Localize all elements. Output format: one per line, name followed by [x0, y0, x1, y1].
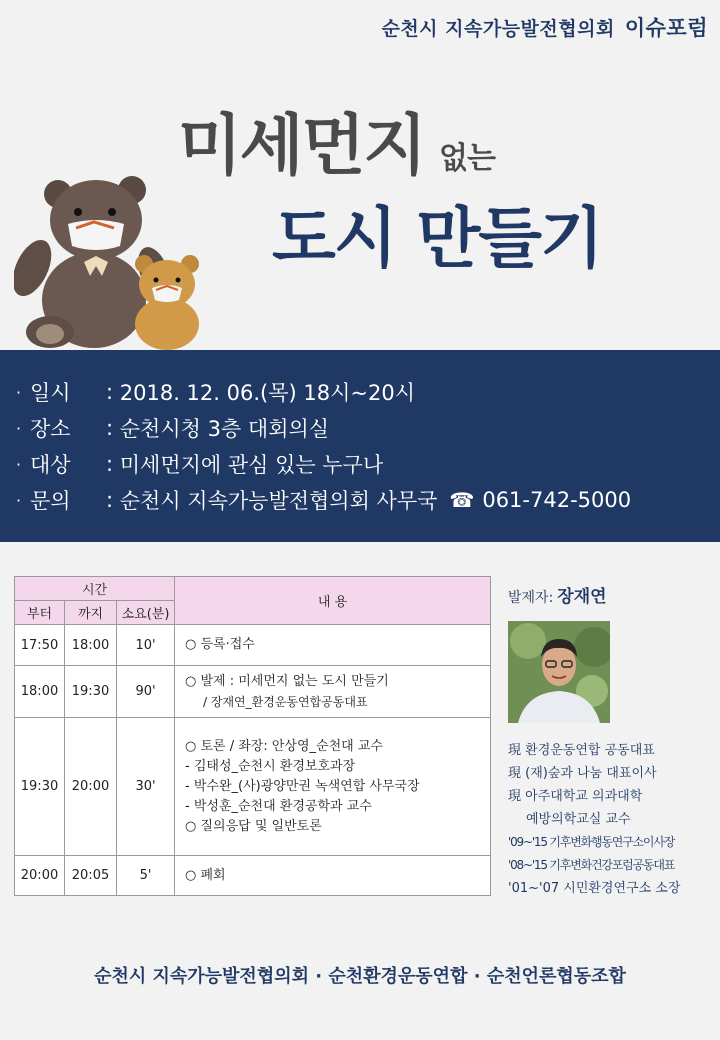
info-value: 순천시청 3층 대회의실 [119, 417, 330, 441]
title-line1 [178, 92, 495, 187]
cell-to: 20:05 [65, 856, 117, 896]
content-line: - 김태성_순천시 환경보호과장 [185, 758, 356, 774]
content-line: ○ 발제 : 미세먼지 없는 도시 만들기 [185, 673, 389, 689]
cell-from: 20:00 [15, 856, 65, 896]
content-subline: / 장재연_환경운동연합공동대표 [203, 694, 368, 709]
title-small: 없는 [439, 141, 495, 176]
cell-content [175, 856, 491, 896]
event-info-band [0, 350, 720, 542]
table-row [15, 666, 491, 718]
info-value: 미세먼지에 관심 있는 누구나 [119, 453, 384, 477]
header-duration: 소요(분) [117, 601, 175, 625]
content-line: ○ 등록·접수 [185, 637, 255, 652]
career-item: 現 (재)숲과 나눔 대표이사 [508, 766, 657, 781]
speaker-panel [508, 582, 718, 900]
cell-content [175, 666, 491, 718]
header-line [381, 12, 708, 42]
cell-from: 19:30 [15, 718, 65, 856]
table-row [15, 625, 491, 666]
career-item: '08~'15 기후변화건강포럼공동대표 [508, 858, 675, 872]
info-label: 문의 [30, 489, 71, 513]
teddy-bears-image [14, 172, 214, 352]
colon: : [106, 416, 120, 440]
header-to: 까지 [65, 601, 117, 625]
content-line: ○ 질의응답 및 일반토론 [185, 818, 322, 834]
info-value: 2018. 12. 06.(목) 18시~20시 [119, 381, 415, 405]
content-line: ○ 토론 / 좌장: 안상영_순천대 교수 [185, 738, 383, 754]
cell-duration: 5' [117, 856, 175, 896]
header-content: 내 용 [175, 577, 491, 625]
schedule-table [14, 576, 491, 896]
header-from: 부터 [15, 601, 65, 625]
cell-duration: 90' [117, 666, 175, 718]
content-line: - 박수완_(사)광양만권 녹색연합 사무국장 [185, 778, 420, 794]
speaker-heading [508, 582, 718, 607]
career-item: '09~'15 기후변화행동연구소이사장 [508, 835, 675, 849]
title-line2: 도시 만들기 [272, 200, 602, 277]
speaker-career [508, 739, 718, 900]
colon: : [106, 380, 120, 404]
cell-from: 17:50 [15, 625, 65, 666]
info-row-target [16, 446, 720, 482]
cell-duration: 30' [117, 718, 175, 856]
info-label: 장소 [30, 417, 71, 441]
speaker-label: 발제자: [508, 590, 554, 606]
header-org: 순천시 지속가능발전협의회 [381, 18, 615, 40]
career-item: 現 아주대학교 의과대학 [508, 789, 643, 804]
cell-content [175, 625, 491, 666]
header-time: 시간 [15, 577, 175, 601]
colon: : [106, 452, 120, 476]
career-item: 예방의학교실 교수 [526, 812, 631, 827]
phone-icon: ☎ [449, 488, 475, 512]
speaker-photo [508, 621, 610, 723]
cell-from: 18:00 [15, 666, 65, 718]
cell-to: 18:00 [65, 625, 117, 666]
cell-to: 19:30 [65, 666, 117, 718]
info-row-contact [16, 482, 720, 518]
career-item: 現 환경운동연합 공동대표 [508, 743, 655, 758]
info-value: 순천시 지속가능발전협의회 사무국 [119, 489, 438, 513]
info-label: 대상 [30, 453, 71, 477]
footer-organizers: 순천시 지속가능발전협의회 · 순천환경운동연합 · 순천언론협동조합 [94, 966, 626, 987]
bullet: · [16, 490, 22, 510]
content-line: ○ 폐회 [185, 867, 226, 883]
colon: : [106, 488, 120, 512]
table-row [15, 856, 491, 896]
title-main: 미세먼지 [178, 107, 426, 184]
speaker-name: 장재연 [557, 587, 607, 607]
table-row [15, 718, 491, 856]
content-line: - 박성훈_순천대 환경공학과 교수 [185, 798, 372, 814]
info-row-date [16, 374, 720, 410]
header-event: 이슈포럼 [624, 16, 708, 40]
info-label: 일시 [30, 381, 71, 405]
cell-content [175, 718, 491, 856]
cell-to: 20:00 [65, 718, 117, 856]
phone-number: 061-742-5000 [482, 488, 632, 512]
bullet: · [16, 382, 22, 402]
career-item: '01~'07 시민환경연구소 소장 [508, 881, 681, 896]
bullet: · [16, 418, 22, 438]
info-row-place [16, 410, 720, 446]
cell-duration: 10' [117, 625, 175, 666]
bullet: · [16, 454, 22, 474]
